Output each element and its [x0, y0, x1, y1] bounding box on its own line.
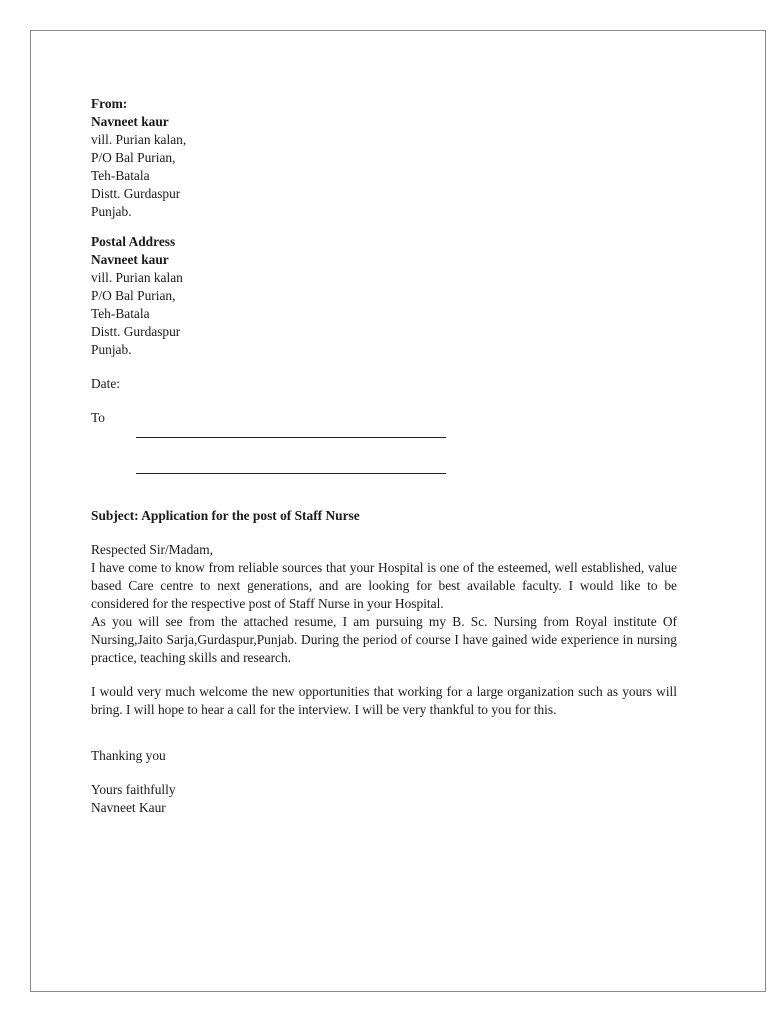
- body-paragraph-1: I have come to know from reliable sources that your Hospital is one of the esteemed, well established, value based Care centre to next generations, and are looking for best available faculty. I would like to be considered for the respective post of Staff Nurse in your Hospital.: [91, 560, 677, 611]
- from-address-line: Punjab.: [91, 204, 132, 219]
- salutation: Respected Sir/Madam,: [91, 542, 213, 557]
- recipient-blank-line-2: [136, 473, 446, 474]
- postal-address-line: P/O Bal Purian,: [91, 288, 176, 303]
- from-heading: From:: [91, 96, 128, 111]
- postal-address-line: Teh-Batala: [91, 306, 150, 321]
- body-paragraph-2: As you will see from the attached resume, I am pursuing my B. Sc. Nursing from Royal institute Of Nursing,Jaito Sarja,Gurdaspur,Punjab. During the period of course I have gained wide experience in nursing practice, teaching skills and research.: [91, 614, 677, 665]
- thanks-line: Thanking you: [91, 748, 166, 763]
- subject-line: Subject: Application for the post of Staff Nurse: [91, 508, 360, 523]
- from-address-line: Distt. Gurdaspur: [91, 186, 181, 201]
- from-address-line: P/O Bal Purian,: [91, 150, 176, 165]
- postal-address-line: vill. Purian kalan: [91, 270, 183, 285]
- to-label: To: [91, 410, 105, 425]
- letter-body: [91, 95, 677, 817]
- postal-heading: Postal Address: [91, 234, 176, 249]
- from-address-line: vill. Purian kalan,: [91, 132, 187, 147]
- from-address-line: Teh-Batala: [91, 168, 150, 183]
- from-block: [91, 95, 677, 221]
- date-label: Date:: [91, 376, 120, 391]
- signature-name: Navneet Kaur: [91, 800, 166, 815]
- postal-address-line: Punjab.: [91, 342, 132, 357]
- recipient-blank-line-1: [136, 437, 446, 438]
- postal-name: Navneet kaur: [91, 252, 169, 267]
- document-page: [30, 30, 766, 992]
- postal-address-line: Distt. Gurdaspur: [91, 324, 181, 339]
- closing-line: Yours faithfully: [91, 782, 176, 797]
- postal-address-block: [91, 233, 677, 359]
- signature-block: [91, 781, 677, 817]
- from-name: Navneet kaur: [91, 114, 169, 129]
- body-paragraph-3: I would very much welcome the new opportunities that working for a large organization such as yours will bring. I will hope to hear a call for the interview. I will be very thankful to you for this.: [91, 684, 677, 717]
